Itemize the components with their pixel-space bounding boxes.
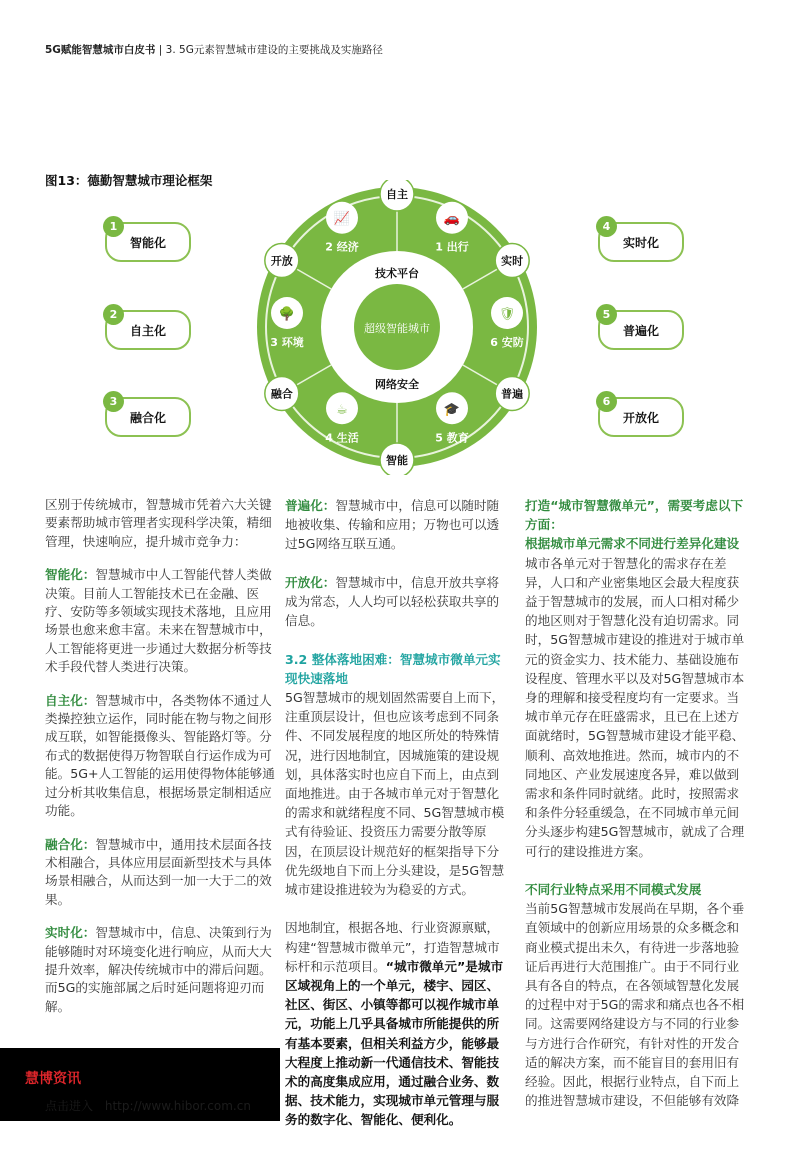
network-security-label: 网络安全 [375, 378, 419, 391]
watermark-banner[interactable] [0, 1048, 280, 1121]
column-2 [285, 496, 509, 1149]
node-2 [495, 377, 529, 411]
pill-ubiquitous: 5 普遍化 [598, 310, 684, 350]
graduation-cap-icon [436, 392, 468, 424]
smart-city-framework-diagram [250, 180, 545, 475]
pill-intelligent: 1 智能化 [105, 222, 191, 262]
segment-label: 1 出行 [435, 240, 469, 254]
column-heading: 打造“城市智慧微单元”，需要考虑以下方面： [525, 498, 744, 533]
segment-4 [325, 392, 358, 444]
shield-icon [491, 297, 523, 329]
svg-text:开放: 开放 [270, 254, 293, 268]
node-1 [495, 244, 529, 278]
node-3 [380, 443, 414, 475]
segment-1 [435, 202, 468, 254]
node-4 [265, 377, 299, 411]
svg-text:🎓: 🎓 [443, 402, 461, 418]
watermark-link[interactable]: 点击进入 http://www.hibor.com.cn [45, 1099, 251, 1113]
svg-text:📈: 📈 [333, 211, 351, 227]
pill-open: 6 开放化 [598, 397, 684, 437]
segment-5 [435, 392, 468, 444]
paragraph-realtime: 实时化：智慧城市中，信息、决策到行为能够随时对环境变化进行响应，从而大大提升效率，解决传统城市中的滞后问题。而5G的实施部属之后时延问题将迎刃而解。 [45, 925, 272, 1014]
svg-text:🌳: 🌳 [278, 307, 296, 322]
growth-chart-icon [326, 202, 358, 234]
figure-title: 图13：德勤智慧城市理论框架 [45, 173, 213, 188]
segment-label: 5 教育 [435, 431, 469, 445]
center-label: 超级智能城市 [364, 322, 430, 335]
svg-text:自主: 自主 [386, 188, 408, 201]
subheading-industry: 不同行业特点采用不同模式发展 [525, 882, 702, 898]
node-0 [380, 180, 414, 211]
segment-label: 2 经济 [325, 240, 359, 254]
pill-autonomous: 2 自主化 [105, 310, 191, 350]
paragraph-industry: 当前5G智慧城市发展尚在早期，各个垂直领域中的创新应用场景的众多概念和商业模式提出未久，有待进一步落地验证后再进行大范围推广。由于不同行业具有各自的特点，在各领域智慧化发展的过程中对于5G的需求和痛点也各不相同。这需要网络建设方与不同的行业参与方进行合作研究，有针对性的开发合适的解决方案，而不能盲目的套用旧有经验。因此，根据行业特点，自下而上的推进智慧城市建设，不但能够有效降 [525, 901, 745, 1109]
segment-label: 3 环境 [270, 336, 304, 349]
paragraph-converged: 融合化：智慧城市中，通用技术层面各技术相融合，具体应用层面新型技术与具体场景相融合，从而达到一加一大于二的效果。 [45, 836, 272, 907]
paragraph-planning: 5G智慧城市的规划固然需要自上而下，注重顶层设计，但也应该考虑到不同条件、不同发展程度的地区所处的特殊情况，进行因地制宜，因城施策的建设规划，具体落实时也应自下而上，由点到面地推进。由于各城市单元对于智慧化的需求和就绪程度不同、5G智慧城市模式有待验证、投资压力需要分散等原因，在顶层设计规范好的框架指导下分优先级地自下而上分头建设，是5G智慧城市建设推进较为为稳妥的方式。 [285, 690, 505, 898]
running-header: 5G赋能智慧城市白皮书 | 3. 5G元素智慧城市建设的主要挑战及实施路径 [45, 44, 383, 56]
paragraph-micro-unit: 因地制宜，根据各地、行业资源禀赋，构建“智慧城市微单元”，打造智慧城市标杆和示范项目。“城市微单元”是城市区域视角上的一个单元，楼宇、园区、社区、街区、小镇等都可以视作城市单元，功能上几乎具备城市所能提供的所有基本要素，但相关利益方少，能够最大程度上推动新一代通信技术、智能技术的高度集成应用，通过融合业务、数据、技术能力，实现城市单元管理与服务的数字化、智能化、便利化。 [285, 920, 504, 1128]
svg-text:🛡: 🛡 [498, 307, 516, 322]
segment-label: 4 生活 [325, 431, 359, 445]
section-heading: 3.2 整体落地困难：智慧城市微单元实现快速落地 [285, 651, 501, 686]
paragraph-open: 开放化：智慧城市中，信息开放共享将成为常态，人人均可以轻松获取共享的信息。 [285, 574, 500, 629]
pill-converged: 3 融合化 [105, 397, 191, 437]
column-3 [525, 496, 749, 1130]
car-icon [436, 202, 468, 234]
segment-label: 6 安防 [490, 336, 524, 349]
svg-text:🚗: 🚗 [443, 211, 461, 227]
coffee-cup-icon [326, 392, 358, 424]
watermark-brand: 慧博资讯 [25, 1071, 81, 1087]
paragraph-ubiquitous: 普遍化：智慧城市中，信息可以随时随地被收集、传输和应用；万物也可以透过5G网络互联互通。 [285, 498, 500, 552]
column-1 [45, 496, 277, 1031]
svg-text:普遍: 普遍 [501, 387, 524, 401]
svg-text:智能: 智能 [386, 454, 408, 467]
segment-6 [490, 297, 523, 349]
svg-text:实时: 实时 [501, 254, 524, 268]
paragraph-differentiated: 城市各单元对于智慧化的需求存在差异，人口和产业密集地区会最大程度获益于智慧城市的发展，而人口相对稀少的地区则对于智慧化没有迫切需求。同时，5G智慧城市建设的推进对于城市单元的资金实力、技术能力、基础设施布设程度、管理水平以及对5G智慧城市本身的理解和接受程度均有一定要求。当城市单元存在旺盛需求，且已在上述方面就绪时，5G智慧城市建设才能平稳、顺利、高效地推进。然而，城市内的不同地区、产业发展速度各异，难以做到需求和条件同时就绪。此时，按照需求和条件分轻重缓急，在不同城市单元间分头逐步构建5G智慧城市，就成了合理可行的建设推进方案。 [525, 555, 745, 859]
node-5 [265, 244, 299, 278]
paragraph-autonomous: 自主化：智慧城市中，各类物体不通过人类操控独立运作，同时能在物与物之间形成互联，如智能摄像头、智能路灯等。分布式的数据使得万物智联自行运作成为可能。5G+人工智能的运用使得物体能够通过分析其收集信息，根据场景定制相适应功能。 [45, 692, 275, 819]
tree-icon [271, 297, 303, 329]
paragraph-intelligent: 智能化：智慧城市中人工智能代替人类做决策。目前人工智能技术已在金融、医疗、安防等多领域实现技术落地，且应用场景也愈来愈丰富。未来在智慧城市中，人工智能将更进一步通过大数据分析等技术手段代替人类进行决策。 [45, 567, 272, 675]
subheading-differentiated: 根据城市单元需求不同进行差异化建设 [525, 536, 740, 552]
pill-realtime: 4 实时化 [598, 222, 684, 262]
tech-platform-label: 技术平台 [375, 267, 419, 280]
intro-paragraph: 区别于传统城市，智慧城市凭着六大关键要素帮助城市管理者实现科学决策，精细管理，快速响应，提升城市竞争力： [45, 497, 272, 549]
svg-text:☕: ☕ [336, 402, 348, 418]
svg-text:融合: 融合 [270, 387, 293, 401]
segment-2 [325, 202, 358, 254]
segment-3 [270, 297, 303, 349]
